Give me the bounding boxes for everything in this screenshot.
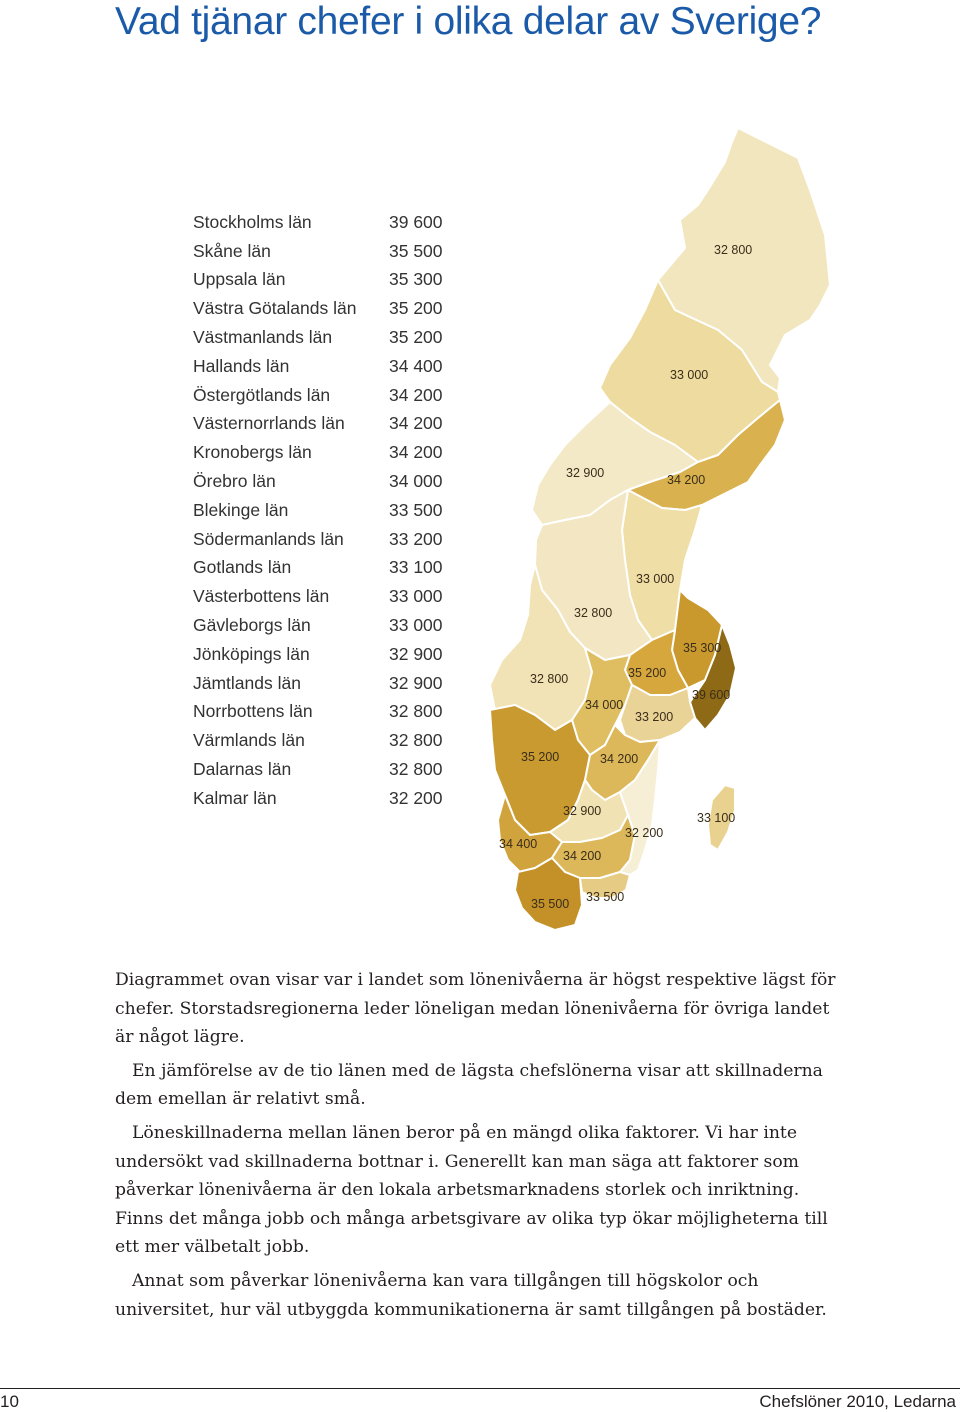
salary-table	[193, 208, 453, 813]
map-label-dalarna: 32 800	[574, 606, 613, 620]
salary-value: 34 000	[389, 471, 443, 492]
map-label-stockholm: 39 600	[692, 688, 731, 702]
table-row	[193, 352, 453, 381]
table-row	[193, 611, 453, 640]
table-row	[193, 323, 453, 352]
salary-value: 32 800	[389, 701, 443, 722]
table-row	[193, 467, 453, 496]
body-text	[115, 966, 845, 1329]
map-label-varmland: 32 800	[530, 672, 569, 686]
county-name: Jämtlands län	[193, 672, 301, 693]
map-label-jamtland: 32 900	[566, 466, 605, 480]
table-row	[193, 784, 453, 813]
paragraph: Diagrammet ovan visar var i landet som lönenivåerna är högst respektive lägst för chefer. Storstadsregionerna leder löneligan medan lönenivåerna för övriga landet är något lägre.	[115, 970, 836, 1048]
map-label-vasterbotten: 33 000	[670, 368, 709, 382]
salary-value: 35 200	[389, 327, 443, 348]
salary-value: 35 300	[389, 269, 443, 290]
paragraph: Löneskillnaderna mellan länen beror på en mängd olika faktorer. Vi har inte undersökt vad skillnaderna bottnar i. Generellt kan man säga att faktorer som påverkar lönenivåerna är den lokala arbetsmarknadens storlek och inriktning. Finns det många jobb och många arbetsgivare av olika typ ökar möjligheterna till ett mer välbetalt jobb.	[115, 1122, 828, 1258]
table-row	[193, 755, 453, 784]
salary-value: 34 200	[389, 413, 443, 434]
map-label-vastmanland: 35 200	[628, 666, 667, 680]
salary-value: 32 900	[389, 643, 443, 664]
county-name: Kronobergs län	[193, 442, 312, 463]
salary-value: 34 200	[389, 442, 443, 463]
salary-value: 35 500	[389, 240, 443, 261]
map-label-jonkoping: 32 900	[563, 804, 602, 818]
paragraph: En jämförelse av de tio länen med de lägsta chefslönerna visar att skillnaderna dem emellan är relativt små.	[115, 1060, 823, 1110]
table-row	[193, 237, 453, 266]
salary-value: 34 400	[389, 355, 443, 376]
county-name: Kalmar län	[193, 787, 277, 808]
map-label-vastra-gotaland: 35 200	[521, 750, 560, 764]
table-row	[193, 381, 453, 410]
county-name: Hallands län	[193, 355, 290, 376]
salary-value: 35 200	[389, 298, 443, 319]
county-name: Värmlands län	[193, 730, 305, 751]
county-name: Stockholms län	[193, 211, 312, 232]
county-name: Västra Götalands län	[193, 298, 357, 319]
page-number: 10	[0, 1392, 19, 1411]
county-name: Blekinge län	[193, 499, 289, 520]
county-name: Västmanlands län	[193, 327, 333, 348]
table-row	[193, 266, 453, 295]
footer-divider	[0, 1388, 960, 1389]
table-row	[193, 525, 453, 554]
salary-value: 33 200	[389, 528, 443, 549]
county-name: Västernorrlands län	[193, 413, 345, 434]
table-row	[193, 554, 453, 583]
table-row	[193, 410, 453, 439]
salary-value: 32 800	[389, 759, 443, 780]
county-name: Norrbottens län	[193, 701, 313, 722]
map-label-halland: 34 400	[499, 837, 538, 851]
county-name: Skåne län	[193, 240, 271, 261]
map-label-kronoberg: 34 200	[563, 849, 602, 863]
table-row	[193, 208, 453, 237]
table-row	[193, 496, 453, 525]
county-name: Östergötlands län	[193, 384, 331, 405]
county-name: Örebro län	[193, 471, 276, 492]
county-name: Dalarnas län	[193, 759, 292, 780]
map-label-kalmar: 32 200	[625, 826, 664, 840]
table-row	[193, 698, 453, 727]
map-label-vasternorrland: 34 200	[667, 473, 706, 487]
footer-source: Chefslöner 2010, Ledarna	[759, 1392, 956, 1411]
county-name: Södermanlands län	[193, 528, 344, 549]
salary-value: 33 000	[389, 615, 443, 636]
salary-value: 33 100	[389, 557, 443, 578]
salary-value: 32 900	[389, 672, 443, 693]
salary-value: 33 500	[389, 499, 443, 520]
map-label-ostergotland: 34 200	[600, 752, 639, 766]
county-name: Uppsala län	[193, 269, 286, 290]
county-name: Västerbottens län	[193, 586, 330, 607]
table-row	[193, 294, 453, 323]
county-name: Gävleborgs län	[193, 615, 311, 636]
table-row	[193, 640, 453, 669]
table-row	[193, 726, 453, 755]
county-name: Gotlands län	[193, 557, 292, 578]
table-row	[193, 669, 453, 698]
salary-value: 32 200	[389, 787, 443, 808]
salary-value: 34 200	[389, 384, 443, 405]
salary-value: 39 600	[389, 211, 443, 232]
map-label-norrbotten: 32 800	[714, 243, 753, 257]
salary-value: 32 800	[389, 730, 443, 751]
map-label-uppsala: 35 300	[683, 641, 722, 655]
map-label-sodermanland: 33 200	[635, 710, 674, 724]
map-label-blekinge: 33 500	[586, 890, 625, 904]
map-label-skane: 35 500	[531, 897, 570, 911]
salary-value: 33 000	[389, 586, 443, 607]
table-row	[193, 438, 453, 467]
page-title: Vad tjänar chefer i olika delar av Sverige?	[115, 0, 822, 43]
map-label-gotland: 33 100	[697, 811, 736, 825]
county-name: Jönköpings län	[193, 643, 310, 664]
paragraph: Annat som påverkar lönenivåerna kan vara tillgången till högskolor och universitet, hur väl utbyggda kommunikationerna är samt tillgången på bostäder.	[115, 1270, 827, 1320]
map-label-orebro: 34 000	[585, 698, 624, 712]
table-row	[193, 582, 453, 611]
map-label-gavleborg: 33 000	[636, 572, 675, 586]
sweden-map	[480, 120, 840, 940]
